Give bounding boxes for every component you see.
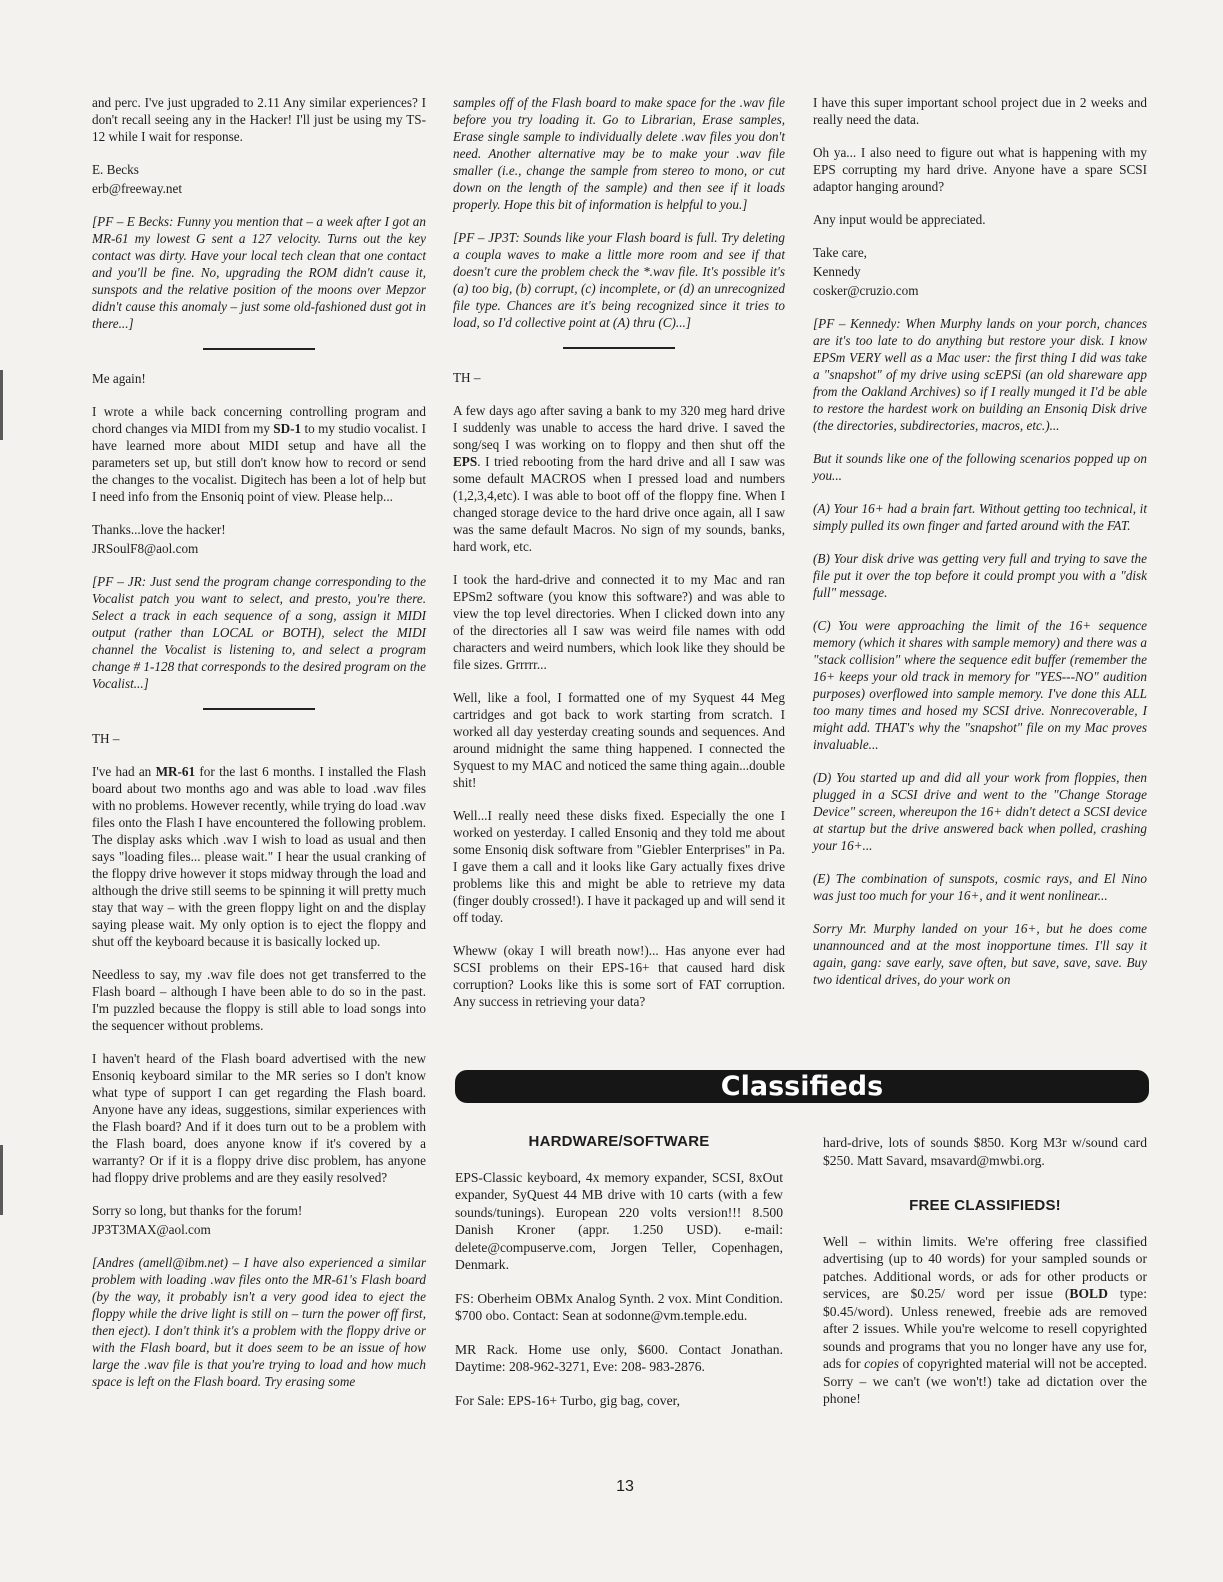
editor-reply: [PF – JP3T: Sounds like your Flash board is full. Try deleting a coupla waves to make a little more room and see if that doesn't cure the problem check the *.wav file. It's possible it's (a) too big, (b) corrupt, (c) incomplete, or (d) an unrecognized file type. Chances are it's being recognized since it tries to load, so I'd collective point at (A) thru (C)...] — [453, 230, 785, 330]
editor-reply: (E) The combination of sunspots, cosmic rays, and El Nino was just too much for your 16+, and it went nonlinear... — [813, 871, 1147, 903]
editor-reply: (C) You were approaching the limit of the 16+ sequence memory (which it shares with sample memory) and there was a "stack collision" where the sequence edit buffer (remember the 16+ keeps your old track in memory for "YES---NO" audition purposes) overflowed into sample memory. I've done this ALL too many times and hosed my SCSI drive. Nonrecoverable, I might add. THAT's why the "snapshot" file on my Mac proves invaluable... — [813, 618, 1147, 752]
classifieds-heading-hardware: HARDWARE/SOFTWARE — [528, 1133, 710, 1150]
letter-paragraph: Well, like a fool, I formatted one of my Syquest 44 Meg cartridges and got back to work starting from scratch. I worked all day yesterday creating sounds and sequences. And around midnight the same thing happened. I connected the Syquest to my MAC and noticed the same thing again...double shit! — [453, 690, 785, 790]
signature-email: cosker@cruzio.com — [813, 283, 919, 298]
editor-reply: Sorry Mr. Murphy landed on your 16+, but he does come unannounced and at the most inopportune times. I'll say it again, gang: save early, save often, but save, save, save. Buy two identical drives, do your work on — [813, 921, 1147, 987]
editor-reply: samples off of the Flash board to make space for the .wav file before you try loading it. Go to Librarian, Erase samples, Erase single sample to individually delete .wav files you don't need. Another alternative may be to make your .wav file smaller (i.e., change the sample from stereo to mono, or cut down on the length of the sample) and then see if it loads properly. Hope this bit of information is helpful to you.] — [453, 95, 785, 212]
section-divider — [203, 708, 315, 710]
editor-reply: [PF – JR: Just send the program change corresponding to the Vocalist patch you want to select, and presto, you're there. Select a track in each sequence of a song, assign it MIDI output (rather than LOCAL or BOTH), select the MIDI channel the Vocalist is listening to, and select a program change # 1-128 that corresponds to the desired program on the Vocalist...] — [92, 574, 426, 691]
article-column-1 — [92, 94, 426, 1406]
letter-paragraph: I have this super important school project due in 2 weeks and really need the data. — [813, 95, 1147, 127]
editor-reply: (B) Your disk drive was getting very full and trying to save the file put it over the top before it could prompt you with a "disk full" message. — [813, 551, 1147, 600]
signature-email: erb@freeway.net — [92, 181, 182, 196]
text-run: . I tried rebooting from the hard drive and all I saw was some default MACROS when I pressed load and numbers (1,2,3,4,etc). I was able to boot off of the floppy fine. When I changed storage device to the hard drive once again, all I saw was the same default Macros. No sign of my sounds, banks, hard work, etc. — [453, 454, 785, 554]
letter-heading: TH – — [453, 370, 481, 385]
free-classifieds-notice — [823, 1233, 1147, 1408]
section-divider — [563, 347, 675, 349]
classified-ad-continued: hard-drive, lots of sounds $850. Korg M3r w/sound card $250. Matt Savard, msavard@mwbi.org. — [823, 1135, 1147, 1168]
signature-line: Thanks...love the hacker! — [92, 522, 226, 537]
letter-paragraph — [92, 403, 426, 505]
letter-paragraph: I took the hard-drive and connected it to my Mac and ran EPSm2 software (you know this software?) and was able to view the top level directories. When I clicked down into any of the directories all I saw was weird file names with odd characters and weird numbers, which look like they should be file sizes. Grrrrr... — [453, 572, 785, 672]
page-number: 13 — [616, 1478, 634, 1495]
bold-term: SD-1 — [273, 421, 302, 436]
letter-paragraph: and perc. I've just upgraded to 2.11 Any similar experiences? I don't recall seeing any in the Hacker! I'll just be using my TS-12 while I wait for response. — [92, 95, 426, 144]
signature-line: Take care, — [813, 245, 867, 260]
text-run: for the last 6 months. I installed the Flash board about two months ago and was able to load .wav files with no problems. However recently, while trying do load .wav files onto the Flash I have encountered the following problem. The display asks which .wav I wish to load as usual and then says "loading files... please wait." I hear the usual cranking of the floppy drive however it stops midway through the load and although the drive still seems to be spinning it will pretty much stay that way – with the green floppy light on and the display saying please wait. My only option is to eject the floppy and shut off the keyboard because it is basically locked up. — [92, 764, 426, 949]
text-run: Well – within limits. We're offering free classified advertising (up to 40 words) for your sampled sounds or patches. Additional words, or ads for other products or services, are $0.25/ word per issue ( — [823, 1233, 1147, 1301]
editor-reply: [PF – Kennedy: When Murphy lands on your porch, chances are it's too late to do anything but restore your disk. I know EPSm VERY well as a Mac user: the first thing I did was take a "snapshot" of my drive using scEPSi (an old shareware app from the Oakland Archives) so if I really munged it I'd be able to restore the hardest work on building an Ensoniq Disk drive (the directories, subdirectories, macros, etc.)... — [813, 316, 1147, 433]
classified-ad: For Sale: EPS-16+ Turbo, gig bag, cover, — [455, 1392, 680, 1408]
page-edge-mark — [0, 1145, 3, 1215]
text-run: to my studio vocalist. I have learned more about MIDI setup and have all the parameters set up, but still don't know how to record or send the changes to the vocalist. Digitech has been a lot of help but I need info from the Ensoniq point of view. Please help... — [92, 421, 426, 504]
editor-reply: (A) Your 16+ had a brain fart. Without getting too technical, it simply pulled its own finger and farted around with the FAT. — [813, 501, 1147, 533]
signature-name: E. Becks — [92, 162, 139, 177]
bold-term: BOLD — [1069, 1286, 1108, 1301]
letter-paragraph — [92, 763, 426, 950]
signature-name: Kennedy — [813, 264, 861, 279]
classified-ad: MR Rack. Home use only, $600. Contact Jonathan. Daytime: 208-962-3271, Eve: 208- 983-2876. — [455, 1341, 783, 1374]
editor-reply: But it sounds like one of the following scenarios popped up on you... — [813, 451, 1147, 483]
letter-heading: Me again! — [92, 371, 146, 386]
text-run: of copyrighted material will not be accepted. Sorry – we can't (we won't!) take ad dictation over the phone! — [823, 1356, 1147, 1406]
letter-paragraph: Wheww (okay I will breath now!)... Has anyone ever had SCSI problems on their EPS-16+ that caused hard disk corruption? Looks like this is some sort of FAT corruption. Any success in retrieving your data? — [453, 943, 785, 1009]
section-divider — [203, 348, 315, 350]
letter-paragraph — [453, 402, 785, 555]
letter-paragraph: I haven't heard of the Flash board advertised with the new Ensoniq keyboard similar to the MR series so I don't know what type of support I can get regarding the Flash board. Anyone have any ideas, suggestions, similar experiences with the Flash board? And if it does turn out to be a problem with the Flash board, does anyone know if it's covered by a warranty? Or if it is a floppy drive disc problem, has anyone had floppy drive problems and are they easily resolved? — [92, 1051, 426, 1185]
article-column-2 — [453, 94, 785, 1026]
letter-paragraph: Any input would be appreciated. — [813, 212, 986, 227]
letter-paragraph: Oh ya... I also need to figure out what is happening with my EPS corrupting my hard drive. Anyone have a spare SCSI adaptor hanging around? — [813, 145, 1147, 194]
text-run: A few days ago after saving a bank to my 320 meg hard drive I suddenly was unable to access the hard drive. I saved the song/seq I was working on to floppy and then shut off the — [453, 403, 785, 452]
letter-paragraph: Needless to say, my .wav file does not get transferred to the Flash board – although I have been able to do so in the past. I'm puzzled because the floppy is still able to load songs into the sequencer without problems. — [92, 967, 426, 1033]
classified-ad: EPS-Classic keyboard, 4x memory expander, SCSI, 8xOut expander, SyQuest 44 MB drive with 10 carts (with a few sounds/tunings). European 220 volts version!!! 8.500 Danish Kroner (appr. 1.250 USD). e-mail: delete@compuserve.com, Jorgen Teller, Copenhagen, Denmark. — [455, 1169, 783, 1272]
signature-line: Sorry so long, but thanks for the forum! — [92, 1203, 303, 1218]
classifieds-column-right — [823, 1134, 1147, 1424]
text-run: I wrote a while back concerning controlling program and chord changes via MIDI from my — [92, 404, 426, 436]
editor-reply: (D) You started up and did all your work from floppies, then plugged in a SCSI drive and went to the "Change Storage Device" screen, whereupon the 16+ didn't detect a SCSI device at startup but the drive answered back when polled, crashing your 16+... — [813, 770, 1147, 853]
editor-reply: [Andres (amell@ibm.net) – I have also experienced a similar problem with loading .wav files onto the MR-61's Flash board (by the way, it probably isn't a very good idea to eject the floppy while the drive light is still on – turn the power off first, then eject). I don't think it's a problem with the floppy drive or with the Flash board, but it does seem to be an issue of how large the .wav file is that you're trying to load and how much space is left on the Flash board. Try erasing some — [92, 1255, 426, 1389]
bold-term: EPS — [453, 454, 478, 469]
page-edge-mark — [0, 370, 3, 440]
letter-heading: TH – — [92, 731, 120, 746]
text-run: type: $0.45/word). Unless renewed, freebie ads are removed after 2 issues. While you're welcome to resell copyrighted sounds and programs that you no longer have any use for, ads for — [823, 1286, 1147, 1371]
bold-term: MR-61 — [155, 764, 196, 779]
classifieds-heading-free: FREE CLASSIFIEDS! — [909, 1197, 1061, 1214]
signature-email: JP3T3MAX@aol.com — [92, 1222, 211, 1237]
signature-email: JRSoulF8@aol.com — [92, 541, 199, 556]
classified-ad: FS: Oberheim OBMx Analog Synth. 2 vox. Mint Condition. $700 obo. Contact: Sean at sodonne@vm.temple.edu. — [455, 1290, 783, 1323]
editor-reply: [PF – E Becks: Funny you mention that – a week after I got an MR-61 my lowest G sent a 127 velocity. Turns out the key contact was dirty. Have your local tech clean that one contact and you'll be fine. No, upgrading the ROM didn't cause it, sunspots and the relative position of the moons over Mepzor didn't cause this anomaly – just some old-fashioned dust got in there...] — [92, 214, 426, 331]
letter-paragraph: Well...I really need these disks fixed. Especially the one I worked on yesterday. I called Ensoniq and they told me about some Ensoniq disk software from "Giebler Enterprises" in Pa. I gave them a call and it looks like Gary actually fixes drive problems like this and might be able to retrieve my data (finger doubly crossed!). I have it packaged up and will send it off today. — [453, 808, 785, 925]
classifieds-banner: Classifieds — [455, 1070, 1149, 1103]
classifieds-column-left — [455, 1133, 783, 1425]
italic-term: copies — [864, 1356, 899, 1371]
article-column-3 — [813, 94, 1147, 1004]
text-run: I've had an — [92, 764, 156, 779]
